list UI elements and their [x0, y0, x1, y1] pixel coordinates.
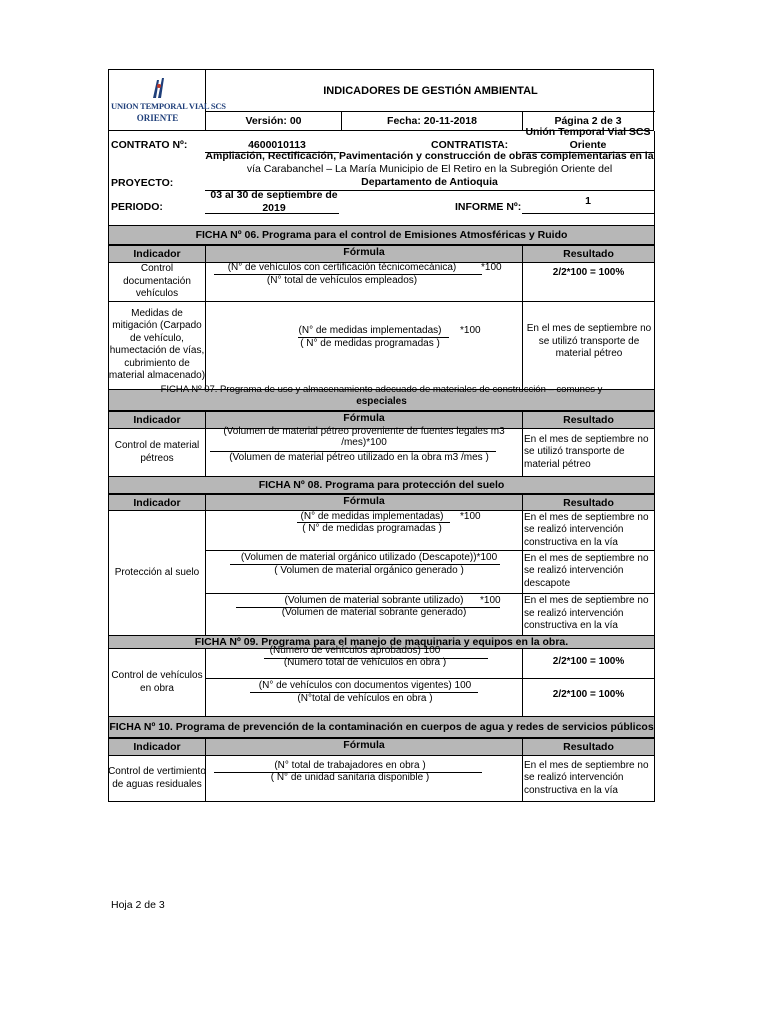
ficha08-r1-numerator: (N° de medidas implementadas) [300, 511, 444, 522]
logo-text-line1: UNION TEMPORAL VIAL SCS [111, 101, 226, 111]
ficha08-r2-denominator: ( Volumen de material orgánico generado ) [274, 565, 464, 576]
page-label: Página 2 de 3 [554, 115, 622, 127]
ficha08-col-formula: Fórmula [205, 494, 523, 511]
ficha07-col-divider-1 [205, 429, 206, 476]
document-title: INDICADORES DE GESTIÓN AMBIENTAL [206, 70, 655, 112]
logo-emblem-icon [149, 76, 167, 100]
ficha10-col-indicador: Indicador [108, 738, 206, 756]
ficha07-r1-numerator-line2: /mes)*100 [341, 437, 387, 448]
document-header [108, 69, 654, 131]
ficha09-r1-resultado: 2/2*100 = 100% [552, 656, 625, 668]
ficha08-r2-resultado: En el mes de septiembre no se realizó intervención descapote [524, 552, 649, 589]
ficha08-r3-resultado: En el mes de septiembre no se realizó intervención constructiva en la vía [524, 595, 649, 632]
proyecto-line2: vía Carabanchel – La María Municipio de El Retiro en la Subregión Oriente del [246, 163, 613, 176]
informe-label: INFORME Nº: [455, 201, 522, 213]
ficha09-r2-numerator: (N° de vehículos con documentos vigentes) 100 [258, 680, 472, 691]
version-label: Versión: 00 [206, 112, 342, 130]
ficha08-indicador: Protección al suelo [114, 566, 200, 578]
ficha06-col-indicador: Indicador [108, 245, 206, 263]
ficha09-row-divider [205, 678, 655, 679]
ficha06-r2-indicador: Medidas de mitigación (Carpado de vehículo, humectación de vías, cubrimiento de material almacenado) [108, 307, 206, 381]
ficha09-title: FICHA Nº 09. Programa para el manejo de maquinaria y equipos en la obra. [108, 635, 655, 649]
periodo-value-line2: 2019 [262, 202, 286, 215]
proyecto-line1: Ampliación, Rectificación, Pavimentación y construcción de obras complementarias en la [205, 150, 654, 162]
ficha06-r1-multiplier: *100 [481, 262, 502, 273]
logo-text-line2: ORIENTE [136, 113, 179, 123]
ficha09-col-divider-1 [205, 649, 206, 716]
contrato-value: 4600010113 [248, 139, 306, 151]
ficha09-r1-denominator: (Numero total de vehículos en obra ) [283, 657, 447, 668]
ficha09-r2-denominator: (N°total de vehículos en obra ) [297, 693, 433, 704]
informe-value: 1 [585, 195, 591, 207]
ficha07-r1-indicador: Control de material pétreos [114, 440, 200, 464]
ficha10-r1-resultado: En el mes de septiembre no se realizó intervención constructiva en la vía [524, 759, 649, 796]
ficha08-col-resultado: Resultado [522, 494, 655, 511]
ficha06-r1-resultado: 2/2*100 = 100% [552, 266, 625, 278]
footer-page-number: Hoja 2 de 3 [111, 899, 165, 911]
ficha10-r1-numerator: (N° total de trabajadores en obra ) [274, 760, 426, 771]
ficha07-title-line1: FICHA Nº 07. Programa de uso y almacenamiento adecuado de materiales de construcción – comunes y [160, 383, 603, 395]
ficha08-col-indicador: Indicador [108, 494, 206, 511]
ficha10-col-resultado: Resultado [522, 738, 655, 756]
ficha07-col-formula: Fórmula [205, 411, 523, 429]
ficha10-col-formula: Fórmula [205, 738, 523, 756]
ficha06-col-divider-2 [522, 263, 523, 389]
ficha07-r1-denominator: (Volumen de material pétreo utilizado en la obra m3 /mes ) [229, 452, 489, 463]
informe-underline [522, 213, 654, 214]
ficha10-r1-denominator: ( N° de unidad sanitaria disponible ) [270, 772, 430, 783]
ficha09-indicador: Control de vehículos en obra [111, 670, 203, 694]
ficha09-r2-resultado: 2/2*100 = 100% [552, 688, 625, 700]
proyecto-line3: Departamento de Antioquia [361, 176, 498, 189]
ficha07-title [108, 383, 655, 411]
ficha09-r1-numerator: (Numero de vehículos aprobados) 100 [269, 645, 441, 656]
ficha06-r1-indicador: Control documentación vehículos [123, 263, 191, 300]
ficha06-r2-multiplier: *100 [460, 325, 481, 336]
contratista-value-line1: Unión Temporal Vial SCS [525, 126, 651, 138]
proyecto-value [205, 150, 654, 189]
contratista-label: CONTRATISTA: [431, 139, 509, 151]
ficha07-title-line2: especiales [356, 395, 407, 407]
ficha09-col-divider-2 [522, 649, 523, 716]
ficha07-r1-numerator [212, 426, 516, 448]
ficha06-r2-denominator: ( N° de medidas programadas ) [300, 338, 440, 349]
ficha08-r1-resultado: En el mes de septiembre no se realizó intervención constructiva en la vía [524, 511, 649, 548]
ficha06-title: FICHA Nº 06. Programa para el control de Emisiones Atmosféricas y Ruido [108, 225, 655, 245]
ficha08-r1-denominator: ( N° de medidas programadas ) [302, 523, 442, 534]
ficha08-col-divider-2 [522, 511, 523, 635]
periodo-underline [205, 213, 339, 214]
ficha07-r1-resultado: En el mes de septiembre no se utilizó transporte de material pétreo [524, 433, 649, 470]
ficha06-col-divider-1 [205, 263, 206, 389]
company-logo [109, 70, 226, 130]
contratista-value [522, 126, 654, 152]
ficha10-col-divider-1 [205, 756, 206, 801]
ficha07-col-resultado: Resultado [522, 411, 655, 429]
ficha08-col-divider-1 [205, 511, 206, 635]
contrato-label: CONTRATO Nº: [111, 139, 188, 151]
ficha08-r3-denominator: (Volumen de material sobrante generado) [281, 607, 467, 618]
ficha08-r2-numerator: (Volumen de material orgánico utilizado (Descapote))*100 [240, 552, 498, 563]
date-label: Fecha: 20-11-2018 [342, 112, 523, 130]
periodo-value [209, 189, 339, 215]
ficha10-col-divider-2 [522, 756, 523, 801]
ficha10-indicador: Control de vertimiento de aguas residuales [108, 766, 206, 790]
periodo-label: PERIODO: [111, 201, 163, 213]
proyecto-label: PROYECTO: [111, 177, 174, 189]
ficha07-r1-numerator-line1: (Volumen de material pétreo proveniente de fuentes legales m3 [223, 426, 505, 437]
table-bottom-border [108, 801, 655, 802]
ficha06-r2-resultado: En el mes de septiembre no se utilizó transporte de material pétreo [526, 323, 652, 360]
ficha08-title: FICHA Nº 08. Programa para protección del suelo [108, 476, 655, 494]
ficha06-r1-numerator: (N° de vehículos con certificación técnicomecánica) [227, 262, 457, 273]
contratista-value-line2: Oriente [569, 138, 607, 151]
ficha08-r3-numerator: (Volumen de material sobrante utilizado) [284, 595, 464, 606]
ficha08-r3-multiplier: *100 [480, 595, 501, 606]
ficha06-col-resultado: Resultado [522, 245, 655, 263]
ficha10-title: FICHA Nº 10. Programa de prevención de la contaminación en cuerpos de agua y redes de servicios públicos [108, 716, 655, 738]
ficha08-r1-multiplier: *100 [460, 511, 481, 522]
ficha06-col-formula: Fórmula [205, 245, 523, 263]
periodo-value-line1: 03 al 30 de septiembre de [210, 189, 338, 201]
ficha06-r1-denominator: (N° total de vehículos empleados) [266, 275, 418, 286]
ficha07-col-indicador: Indicador [108, 411, 206, 429]
ficha07-col-divider-2 [522, 429, 523, 476]
ficha06-r2-numerator: (N° de medidas implementadas) [298, 325, 442, 336]
